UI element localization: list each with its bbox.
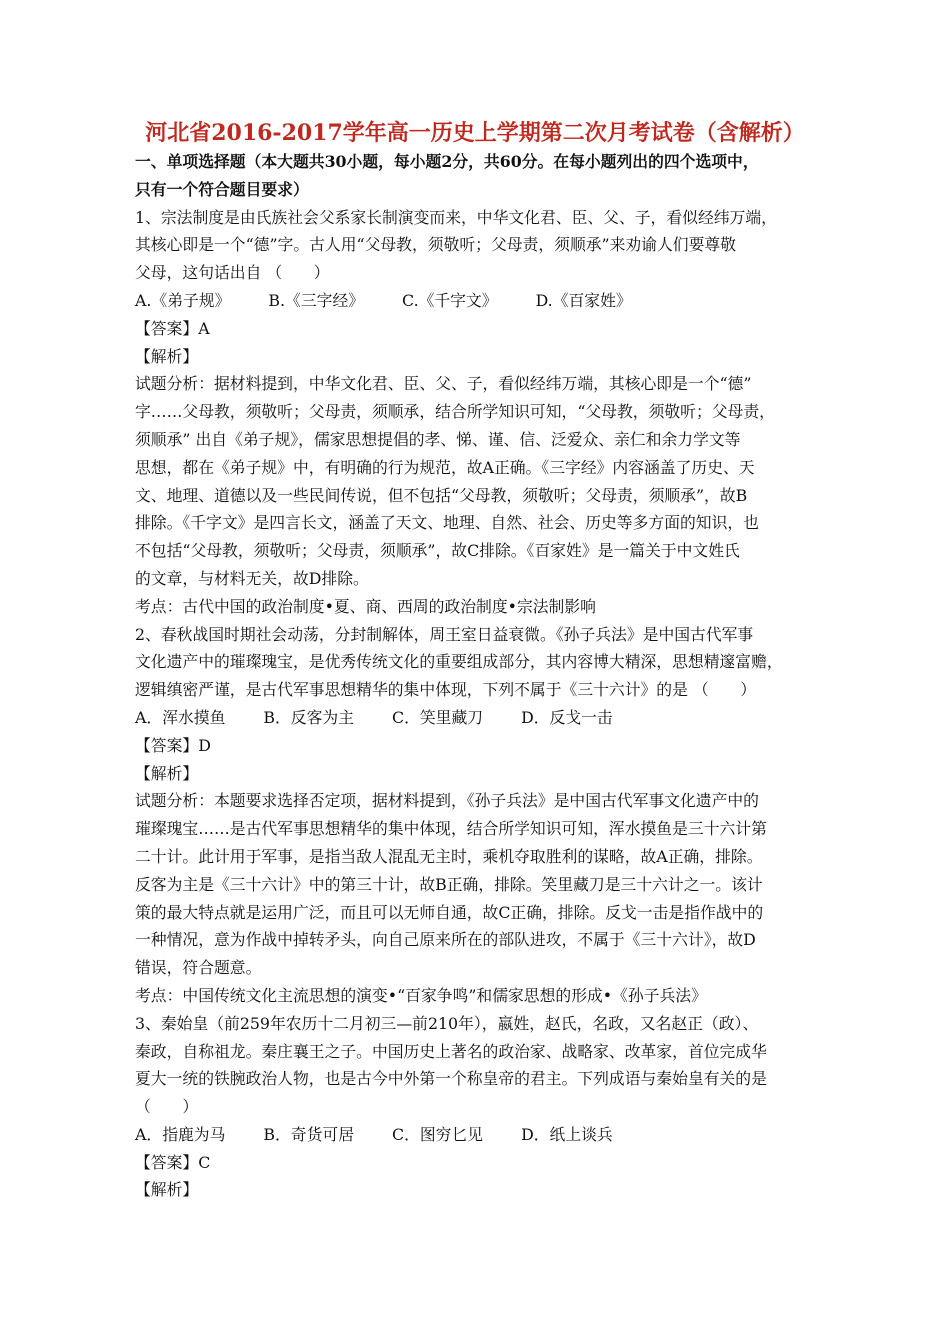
kaodian-line: 考点：中国传统文化主流思想的演变•“百家争鸣”和儒家思想的形成•《孙子兵法》 [135,985,707,1005]
analysis-line: 须顺承” 出自《弟子规》，儒家思想提倡的孝、悌、谨、信、泛爱众、亲仁和余力学文等 [135,429,741,449]
answer-line: 【答案】D [135,735,211,755]
answer-line: 【答案】C [135,1152,211,1172]
option-c: C．图穷匕见 [392,1124,484,1144]
analysis-label: 【解析】 [135,763,199,783]
analysis-line: 的文章，与材料无关，故D排除。 [135,568,369,588]
section-heading-line: 只有一个符合题目要求） [135,179,309,199]
question-options [135,1121,815,1149]
analysis-line: 二十计。此计用于军事，是指当敌人混乱无主时，乘机夺取胜利的谋略，故A正确，排除。 [135,846,763,866]
question-3 [135,1010,815,1205]
option-d: D.《百家姓》 [535,290,632,310]
analysis-line: 错误，符合题意。 [135,958,262,978]
option-a: A．浑水摸鱼 [135,707,226,727]
question-stem-line: 夏大一统的铁腕政治人物，也是古今中外第一个称皇帝的君主。下列成语与秦始皇有关的是 [135,1069,767,1089]
kaodian-line: 考点：古代中国的政治制度•夏、商、西周的政治制度•宗法制影响 [135,596,596,616]
question-1 [135,204,815,621]
option-a: A．指鹿为马 [135,1124,226,1144]
option-d: D．反戈一击 [521,707,613,727]
option-c: C.《千字文》 [402,290,498,310]
question-options [135,704,815,732]
question-stem-line: 父母，这句话出自 （ ） [135,263,330,283]
analysis-line: 一种情况，意为作战中掉转矛头，向自己原来所在的部队进攻，不属于《三十六计》，故D [135,930,756,950]
question-stem-line: 其核心即是一个“德”字。古人用“父母教，须敬听；父母责，须顺承”来劝谕人们要尊敬 [135,235,736,255]
question-stem-line: 1、宗法制度是由氏族社会父系家长制演变而来，中华文化君、臣、父、子，看似经纬万端， [135,207,777,227]
document-title: 河北省2016-2017学年高一历史上学期第二次月考试卷（含解析） [145,120,805,146]
analysis-line: 字……父母教，须敬听；父母责，须顺承，结合所学知识可知，“父母教，须敬听；父母责， [135,402,775,422]
analysis-line: 试题分析：本题要求选择否定项，据材料提到，《孙子兵法》是中国古代军事文化遗产中的 [135,791,759,811]
analysis-line: 排除。《千字文》是四言长文，涵盖了天文、地理、自然、社会、历史等多方面的知识，也 [135,513,759,533]
analysis-label: 【解析】 [135,1180,199,1200]
analysis-line: 不包括“父母教，须敬听；父母责，须顺承”，故C排除。《百家姓》是一篇关于中文姓氏 [135,541,740,561]
analysis-line: 试题分析：据材料提到，中华文化君、臣、父、子，看似经纬万端，其核心即是一个“德” [135,374,752,394]
option-c: C．笑里藏刀 [392,707,484,727]
question-stem-line: 秦政，自称祖龙。秦庄襄王之子。中国历史上著名的政治家、战略家、改革家，首位完成华 [135,1041,767,1061]
answer-line: 【答案】A [135,318,210,338]
question-stem-line: （ ） [135,1097,199,1117]
option-b: B．奇货可居 [263,1124,354,1144]
option-d: D．纸上谈兵 [521,1124,613,1144]
question-stem-line: 2、春秋战国时期社会动荡，分封制解体，周王室日益衰微。《孙子兵法》是中国古代军事 [135,624,754,644]
question-options [135,287,815,315]
question-stem-line: 逻辑缜密严谨，是古代军事思想精华的集中体现，下列不属于《三十六计》的是 （ ） [135,680,757,700]
question-stem-line: 文化遗产中的璀璨瑰宝，是优秀传统文化的重要组成部分，其内容博大精深，思想精邃富赡， [135,652,783,672]
option-b: B．反客为主 [263,707,354,727]
analysis-line: 璀璨瑰宝……是古代军事思想精华的集中体现，结合所学知识可知，浑水摸鱼是三十六计第 [135,819,767,839]
analysis-line: 反客为主是《三十六计》中的第三十计，故B正确，排除。笑里藏刀是三十六计之一。该计 [135,874,763,894]
option-a: A.《弟子规》 [135,290,231,310]
analysis-label: 【解析】 [135,346,199,366]
document-body [135,148,815,1204]
option-b: B.《三字经》 [268,290,365,310]
question-2 [135,621,815,1010]
section-heading-line: 一、单项选择题（本大题共30小题，每小题2分，共60分。在每小题列出的四个选项中， [135,152,759,171]
analysis-line: 思想，都在《弟子规》中，有明确的行为规范，故A正确。《三字经》内容涵盖了历史、天 [135,457,755,477]
analysis-line: 文、地理、道德以及一些民间传说，但不包括“父母教，须敬听；父母责，须顺承”，故B [135,485,748,505]
question-stem-line: 3、秦始皇（前259年农历十二月初三—前210年），嬴姓，赵氏，名政，又名赵正（政）、 [135,1013,759,1033]
analysis-line: 策的最大特点就是运用广泛，而且可以无师自通，故C正确，排除。反戈一击是指作战中的 [135,902,764,922]
